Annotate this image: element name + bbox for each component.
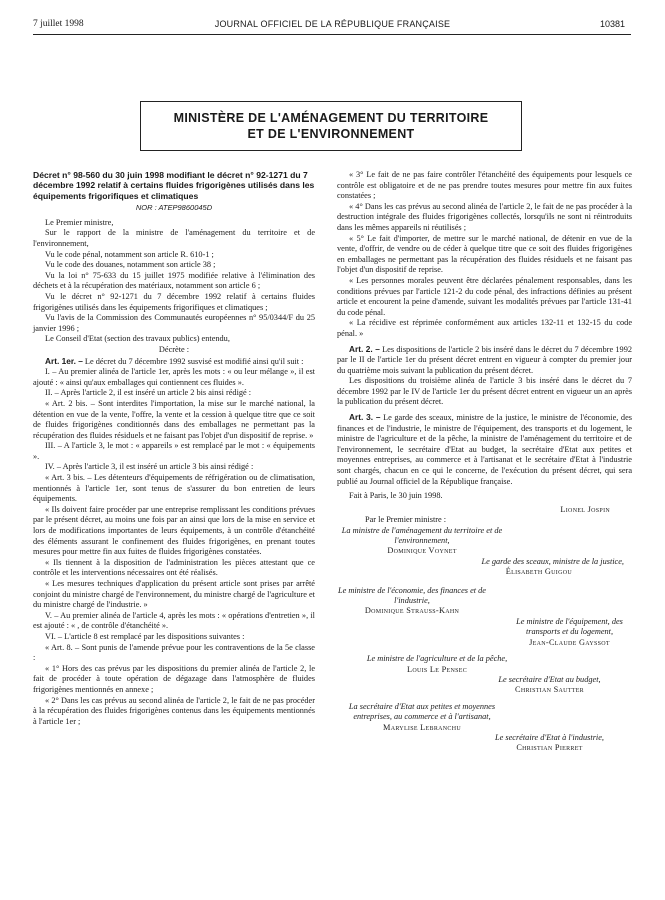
paragraph: [33, 558, 315, 579]
paragraph: [33, 473, 315, 505]
paragraph: [337, 276, 632, 318]
paragraph: [337, 491, 632, 502]
paragraph: [337, 170, 632, 202]
right-paragraphs: [337, 170, 632, 502]
paragraph-text: « 4° Dans les cas prévus au second alinéa de l'article 2, le fait de ne pas procéder à la destruction intégrale des fluides frigorigènes collectés, lorsqu'ils ne sont ni réintroduits dans les mêmes appareils ni réutilisés ;: [337, 201, 632, 232]
paragraph: [33, 313, 315, 334]
paragraph: [33, 250, 315, 261]
paragraph: [337, 234, 632, 276]
issue-date: 7 juillet 1998: [33, 19, 84, 29]
paragraph-text: « 1° Hors des cas prévus par les dispositions du premier alinéa de l'article 2, le fait de procéder à toute opération de dégazage dans l'atmosphère de fluides frigorigènes mentionnés en annexe ;: [33, 663, 315, 694]
ministry-line-2: ET DE L'ENVIRONNEMENT: [247, 127, 415, 141]
paragraph-text: « 2° Dans les cas prévus au second alinéa de l'article 2, le fait de ne pas procéder à la récupération des fluides frigorigènes contenus dans les équipements mentionnés à l'article 1er ;: [33, 695, 315, 726]
paragraph: [33, 505, 315, 558]
paragraph-text: « Ils doivent faire procéder par une entreprise remplissant les conditions prévues par le présent décret, au moins une fois par an ainsi que lors de la mise en service et lors de modifications importantes de leurs équipements, à un contrôle d'étanchéité des éléments assurant le confinement des fluides frigorigènes, en prenant toutes mesures pour mettre fin aux fuites de fluides frigorigènes constatées.: [33, 504, 315, 557]
paragraph: [33, 696, 315, 728]
paragraph: [33, 632, 315, 643]
article-label: Art. 2. –: [349, 343, 380, 354]
paragraph: [33, 462, 315, 473]
signatory-name: Dominique Strauss-Kahn: [364, 606, 460, 616]
signatory-title: Le ministre de l'économie, des finances et de l'industrie,: [337, 585, 486, 606]
paragraph-text: Le Conseil d'Etat (section des travaux publics) entendu,: [45, 334, 230, 344]
paragraph-text: « Art. 3 bis. – Les détenteurs d'équipements de réfrigération ou de climatisation, mentionnés à l'article 1er, sont tenus de s'assurer du bon entretien de leurs équipements.: [33, 473, 315, 504]
paragraph-text: Le décret du 7 décembre 1992 susvisé est modifié ainsi qu'il suit :: [84, 356, 304, 366]
signatory-name: Dominique Voynet: [387, 546, 457, 556]
paragraph-text: VI. – L'article 8 est remplacé par les dispositions suivantes :: [45, 631, 245, 641]
paragraph-text: « 3° Le fait de ne pas faire contrôler l'étanchéité des équipements pour lesquels ce contrôle est obligatoire et de ne pas prendre toutes mesures pour mettre fin aux fuites constatées ;: [337, 170, 632, 201]
paragraph: [33, 367, 315, 388]
paragraph: [33, 345, 315, 356]
signatory-title: Le secrétaire d'Etat au budget,: [498, 674, 601, 684]
paragraph-text: Décrète :: [158, 344, 190, 354]
paragraph-text: « Les personnes morales peuvent être déclarées pénalement responsables, dans les conditions prévues par l'article 121-2 du code pénal, des infractions définies au présent article et encourent la peine d'amende, suivant les modalités prévues par l'article 131-41 du code pénal.: [337, 275, 632, 317]
signatory-title: La ministre de l'aménagement du territoire et de l'environnement,: [341, 525, 503, 546]
signatory-name: Jean-Claude Gayssot: [529, 637, 610, 647]
signatory-title: Le ministre de l'agriculture et de la pêche,: [366, 654, 508, 664]
paragraph-text: Vu la loi n° 75-633 du 15 juillet 1975 modifiée relative à l'élimination des déchets et à la récupération des matériaux, notamment son article 6 ;: [33, 270, 315, 291]
page-header: [0, 19, 665, 35]
paragraph-text: II. – Après l'article 2, il est inséré un article 2 bis ainsi rédigé :: [45, 388, 252, 398]
signatory-name: Christian Pierret: [516, 743, 583, 753]
signatory-name: Élisabeth Guigou: [505, 567, 572, 577]
paragraph-text: Vu l'avis de la Commission des Communautés européennes n° 95/0344/F du 25 janvier 1996 ;: [33, 313, 315, 333]
ministry-box: [140, 101, 522, 151]
paragraph-text: Vu le code des douanes, notamment son article 38 ;: [45, 260, 216, 270]
paragraph: [33, 399, 315, 441]
paragraph-text: « Ils tiennent à la disposition de l'administration les pièces attestant que ce contrôle et les interventions nécessaires ont été réalisés.: [33, 557, 315, 578]
paragraph: [33, 356, 315, 368]
article-label: Art. 3. –: [349, 412, 381, 423]
paragraph: [33, 271, 315, 292]
paragraph: [337, 202, 632, 234]
paragraph: [33, 441, 315, 462]
paragraph: [33, 611, 315, 632]
right-column: [337, 170, 632, 754]
header-rule: [33, 34, 631, 35]
paragraph: [33, 218, 315, 229]
paragraph-text: « Les mesures techniques d'application du présent article sont prises par arrêté conjoint du ministre chargé de l'environnement, du ministre chargé de l'agriculture et du ministre chargé de l'industrie. »: [33, 579, 315, 610]
paragraph: [337, 318, 632, 339]
paragraph-text: « La récidive est réprimée conformément aux articles 132-11 et 132-15 du code pénal. »: [337, 318, 632, 338]
paragraph: [33, 228, 315, 249]
paragraph: [337, 376, 632, 408]
paragraph: [33, 388, 315, 399]
paragraph-text: « Art. 8. – Sont punis de l'amende prévue pour les contraventions de la 5e classe :: [33, 642, 315, 663]
signatory-name: Christian Sautter: [515, 685, 584, 695]
decree-title: Décret n° 98-560 du 30 juin 1998 modifiant le décret n° 92-1271 du 7 décembre 1992 relatif à certains fluides frigorigènes utilisés dans les équipements frigorifiques et climatiques: [33, 170, 315, 201]
paragraph-text: Fait à Paris, le 30 juin 1998.: [349, 491, 443, 501]
paragraph-text: Les dispositions du troisième alinéa de l'article 3 bis inséré dans le décret du 7 décembre 1992 par le IV de l'article 1er du présent décret entrent en vigueur un an après la publication du présent décret.: [337, 376, 632, 407]
paragraph: [337, 412, 632, 487]
paragraph: [33, 292, 315, 313]
signatory-title: Le ministre de l'équipement, des transports et du logement,: [516, 616, 623, 637]
paragraph: [33, 664, 315, 696]
signatory-title: La secrétaire d'Etat aux petites et moyennes entreprises, au commerce et à l'artisanat,: [348, 701, 496, 722]
journal-title: JOURNAL OFFICIEL DE LA RÉPUBLIQUE FRANÇAISE: [214, 19, 451, 29]
signatory-title: Le secrétaire d'Etat à l'industrie,: [494, 732, 604, 742]
left-column: [33, 170, 315, 727]
paragraph-text: IV. – Après l'article 3, il est inséré un article 3 bis ainsi rédigé :: [45, 462, 254, 472]
paragraph-text: V. – Au premier alinéa de l'article 4, après les mots : « opérations d'entretien », il est ajouté : « , de contrôle d'étanchéité ».: [33, 610, 315, 631]
paragraph: [33, 334, 315, 345]
paragraph-text: Vu le code pénal, notamment son article R. 610-1 ;: [45, 249, 214, 259]
paragraph: [337, 344, 632, 377]
paragraph-text: Le Premier ministre,: [45, 217, 114, 227]
pm-signature: Lionel Jospin: [560, 504, 610, 514]
par-premier-ministre: Par le Premier ministre :: [365, 515, 447, 525]
signature-block: [337, 505, 632, 754]
article-label: Art. 1er. –: [45, 355, 83, 366]
paragraph-text: Le garde des sceaux, ministre de la justice, le ministre de l'économie, des finances et de l'industrie, le ministre de l'équipement, des transports et du logement, le ministre de l'agriculture et de la pêche, la ministre de l'aménagement du territoire et de l'environnement, le secrétaire d'Etat au budget, la secrétaire d'Etat aux petites et moyennes entreprises, au commerce et à l'artisanat et le secrétaire d'Etat à l'industrie sont chargés, chacun en ce qui le concerne, de l'exécution du présent décret, qui sera publié au Journal officiel de la République française.: [337, 413, 632, 486]
paragraph-text: Sur le rapport de la ministre de l'aménagement du territoire et de l'environnement,: [33, 228, 315, 248]
nor-reference: NOR : ATEP9860045D: [135, 203, 213, 213]
paragraph-text: I. – Au premier alinéa de l'article 1er, après les mots : « ou leur mélange », il est ajouté : « ainsi qu'aux emballages qui contiennent ces fluides ».: [33, 367, 315, 387]
paragraph: [33, 643, 315, 664]
left-paragraphs: [33, 218, 315, 728]
signatory-name: Marylise Lebranchu: [383, 722, 461, 732]
paragraph: [33, 579, 315, 611]
signatory-title: Le garde des sceaux, ministre de la justice,: [481, 556, 624, 566]
paragraph-text: « Art. 2 bis. – Sont interdites l'importation, la mise sur le marché national, la détention en vue de la vente, l'offre, la vente et la cession à quelque titre que ce soit de fluides frigorigènes conditionnés dans des emballages ne permettant pas la récupération des fluides résiduels et ne faisant pas l'objet d'un dispositif de reprise. »: [33, 398, 315, 440]
paragraph-text: Vu le décret n° 92-1271 du 7 décembre 1992 relatif à certains fluides frigorigènes utilisés dans les équipements frigorifiques et climatiques ;: [33, 291, 315, 312]
paragraph: [33, 260, 315, 271]
page-number: 10381: [599, 19, 625, 29]
paragraph-text: « 5° Le fait d'importer, de mettre sur le marché national, de détenir en vue de la vente, d'offrir, de vendre ou de céder à quelque titre que ce soit des fluides frigorigènes en emballages ne permettant pas la récupération des fluides résiduels et ne faisant pas l'objet d'un dispositif de reprise.: [337, 233, 632, 275]
ministry-line-1: MINISTÈRE DE L'AMÉNAGEMENT DU TERRITOIRE: [173, 111, 489, 125]
paragraph-text: III. – A l'article 3, le mot : « appareils » est remplacé par le mot : « équipements ».: [33, 441, 315, 461]
signatory-name: Louis Le Pensec: [406, 664, 468, 674]
paragraph-text: Les dispositions de l'article 2 bis inséré dans le décret du 7 décembre 1992 par le II de l'article 1er du présent décret entrent en vigueur à compter du premier jour du quatrième mois suivant la publication du présent décret.: [337, 344, 632, 375]
